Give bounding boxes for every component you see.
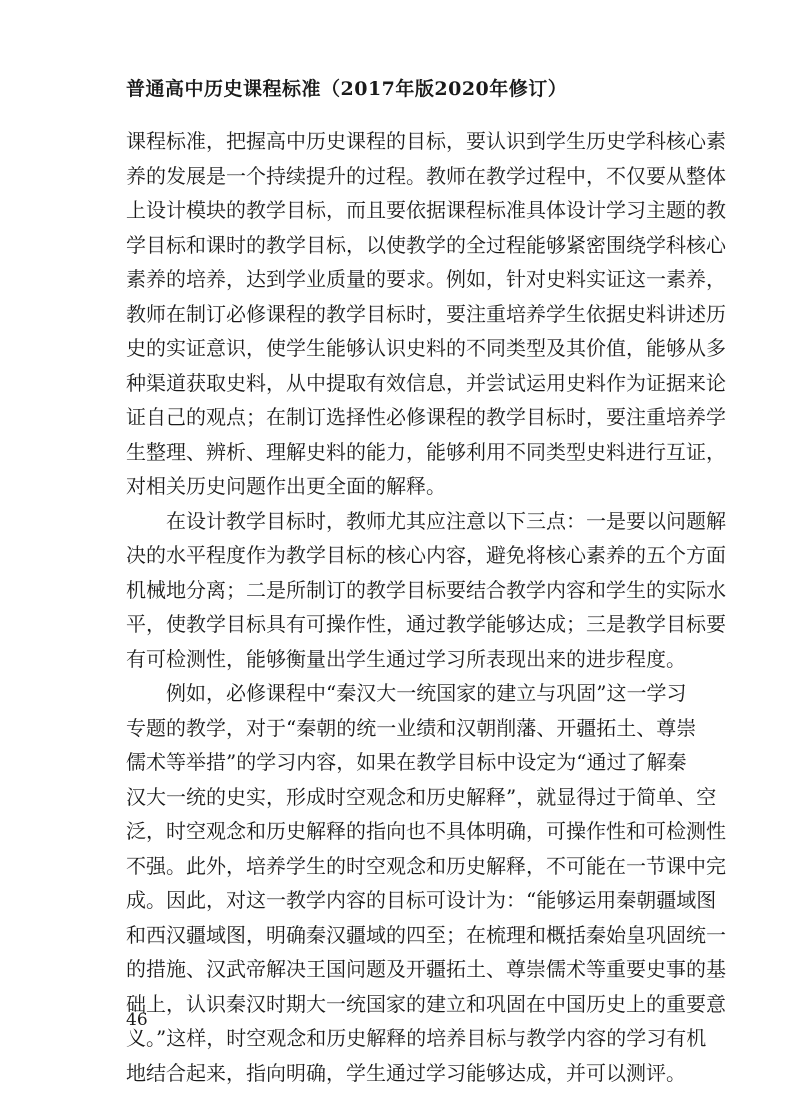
text-line: 素养的培养，达到学业质量的要求。例如，针对史料实证这一素养， — [126, 267, 726, 291]
text-line: 成。因此，对这一教学内容的目标可设计为：“能够运用秦朝疆域图 — [126, 888, 717, 912]
text-line: 生整理、辨析、理解史料的能力，能够利用不同类型史料进行互证， — [126, 439, 726, 464]
text-line: 义。”这样，时空观念和历史解释的培养目标与教学内容的学习有机 — [126, 1026, 707, 1050]
text-line: 种渠道获取史料，从中提取有效信息，并尝试运用史料作为证据来论 — [126, 370, 726, 395]
text-line: 汉大一统的史实，形成时空观念和历史解释”，就显得过于简单、空 — [126, 784, 717, 809]
running-header-title: 普通高中历史课程标准（2017年版2020年修订） — [126, 78, 568, 100]
text-line: 的措施、汉武帝解决王国问题及开疆拓土、尊崇儒术等重要史事的基 — [126, 957, 726, 981]
text-line: 机械地分离；二是所制订的教学目标要结合教学内容和学生的实际水 — [126, 577, 726, 602]
body-text — [126, 124, 726, 1090]
paragraph-3 — [126, 676, 726, 1090]
text-line: 在设计教学目标时，教师尤其应注意以下三点：一是要以问题解 — [126, 508, 726, 533]
text-line: 础上，认识秦汉时期大一统国家的建立和巩固在中国历史上的重要意 — [126, 991, 726, 1016]
text-line: 上设计模块的教学目标，而且要依据课程标准具体设计学习主题的教 — [126, 198, 726, 222]
text-line: 泛，时空观念和历史解释的指向也不具体明确，可操作性和可检测性 — [126, 819, 726, 843]
text-line: 教师在制订必修课程的教学目标时，要注重培养学生依据史料讲述历 — [126, 301, 726, 326]
paragraph-1 — [126, 124, 726, 504]
page-number: 46 — [126, 1010, 148, 1030]
paragraph-2 — [126, 504, 726, 677]
text-line: 平，使教学目标具有可操作性，通过教学能够达成；三是教学目标要 — [126, 612, 726, 636]
text-line: 例如，必修课程中“秦汉大一统国家的建立与巩固”这一学习 — [126, 681, 687, 705]
text-line: 决的水平程度作为教学目标的核心内容，避免将核心素养的五个方面 — [126, 543, 726, 567]
text-line: 对相关历史问题作出更全面的解释。 — [126, 474, 446, 498]
text-line: 不强。此外，培养学生的时空观念和历史解释，不可能在一节课中完 — [126, 853, 726, 878]
text-line: 学目标和课时的教学目标，以使教学的全过程能够紧密围绕学科核心 — [126, 232, 726, 257]
text-line: 专题的教学，对于“秦朝的统一业绩和汉朝削藩、开疆拓土、尊崇 — [126, 715, 697, 740]
text-line: 证自己的观点；在制订选择性必修课程的教学目标时，要注重培养学 — [126, 405, 726, 429]
text-line: 和西汉疆域图，明确秦汉疆域的四至；在梳理和概括秦始皇巩固统一 — [126, 922, 726, 947]
text-line: 养的发展是一个持续提升的过程。教师在教学过程中，不仅要从整体 — [126, 163, 726, 188]
text-line: 儒术等举措”的学习内容，如果在教学目标中设定为“通过了解秦 — [126, 750, 687, 774]
text-line: 课程标准，把握高中历史课程的目标，要认识到学生历史学科核心素 — [126, 129, 726, 153]
text-line: 史的实证意识，使学生能够认识史料的不同类型及其价值，能够从多 — [126, 336, 726, 360]
text-line: 有可检测性，能够衡量出学生通过学习所表现出来的进步程度。 — [126, 646, 686, 671]
text-line: 地结合起来，指向明确，学生通过学习能够达成，并可以测评。 — [126, 1060, 686, 1085]
